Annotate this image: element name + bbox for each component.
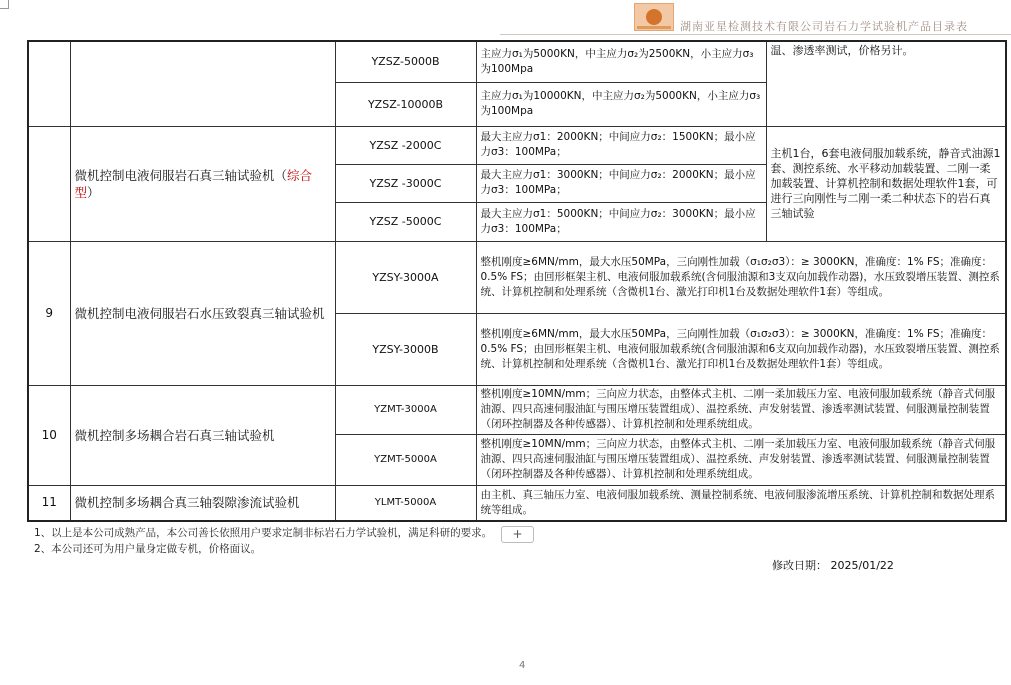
model-cell: YZSZ-10000B [335, 82, 476, 126]
params-cell: 整机刚度≥6MN/mm，最大水压50MPa，三向刚性加载（σ₁σ₂σ3）：≥ 3000KN，准确度：1% FS；准确度：0.5% FS；由回形框架主机、电液伺服加载系统(含伺服油源和6支双向加载作动器)，水压致裂增压装置、测控系统、计算机控制和处理系统（含微机1台、激光打印机1台及数据处理软件1套）等组成。 [476, 313, 1006, 385]
model-cell: YZSY-3000A [335, 241, 476, 313]
note-cell: 主机1台，6套电液伺服加载系统，静音式油源1套、测控系统、水平移动加载装置、二刚一柔加载装置、计算机控制和数据处理软件1套，可进行三向刚性与二刚一柔二种状态下的岩石真三轴试验 [766, 126, 1006, 241]
product-name-cell: 微机控制多场耦合岩石真三轴试验机 [70, 385, 335, 485]
model-cell: YZSZ-5000B [335, 41, 476, 82]
model-cell: YZSY-3000B [335, 313, 476, 385]
company-logo [634, 3, 674, 31]
params-cell: 最大主应力σ1：2000KN；中间应力σ₂：1500KN；最小应力σ3：100MPa； [476, 126, 766, 164]
params-cell: 整机刚度≥6MN/mm，最大水压50MPa，三向刚性加载（σ₁σ₂σ3）：≥ 3000KN，准确度：1% FS；准确度：0.5% FS；由回形框架主机、电液伺服加载系统(含伺服油源和3支双向加载作动器)，水压致裂增压装置、测控系统、计算机控制和处理系统（含微机1台、激光打印机1台及数据处理软件1套）等组成。 [476, 241, 1006, 313]
item-number-cell: 9 [28, 241, 70, 385]
item-number-cell: 10 [28, 385, 70, 485]
item-number-cell: 11 [28, 485, 70, 521]
model-cell: YLMT-5000A [335, 485, 476, 521]
table-row [28, 41, 1006, 82]
product-name-cell: 微机控制多场耦合真三轴裂隙渗流试验机 [70, 485, 335, 521]
product-name-cell [70, 41, 335, 126]
model-cell: YZSZ -2000C [335, 126, 476, 164]
footnote-1: 1、以上是本公司成熟产品，本公司善长依照用户要求定制非标岩石力学试验机，满足科研的要求。 [34, 527, 493, 539]
params-cell: 整机刚度≥10MN/mm；三向应力状态，由整体式主机、二刚一柔加载压力室、电液伺服加载系统（静音式伺服油源、四只高速伺服油缸与围压增压装置组成）、温控系统、声发射装置、渗透率测试装置、伺服测量控制装置（闭环控制器及各种传感器）、计算机控制和处理系统组成。 [476, 434, 1006, 485]
model-cell: YZSZ -3000C [335, 164, 476, 202]
table-row [28, 241, 1006, 313]
model-cell: YZMT-3000A [335, 385, 476, 434]
modify-date: 修改日期： 2025/01/22 [772, 559, 894, 572]
model-cell: YZMT-5000A [335, 434, 476, 485]
table-row [28, 485, 1006, 521]
table-row [28, 126, 1006, 164]
params-cell: 整机刚度≥10MN/mm；三向应力状态，由整体式主机、二刚一柔加载压力室、电液伺服加载系统（静音式伺服油源、四只高速伺服油缸与围压增压装置组成）、温控系统、声发射装置、渗透率测试装置、伺服测量控制装置（闭环控制器及各种传感器）、计算机控制和处理系统组成。 [476, 385, 1006, 434]
note-cell: 温、渗透率测试，价格另计。 [766, 41, 1006, 126]
params-cell: 由主机、真三轴压力室、电液伺服加载系统、测量控制系统、电液伺服渗流增压系统、计算机控制和数据处理系统等组成。 [476, 485, 1006, 521]
product-catalog-table [27, 40, 1007, 522]
item-number-cell [28, 126, 70, 241]
header-divider [500, 34, 1011, 35]
params-cell: 主应力σ₁为10000KN，中主应力σ₂为5000KN，小主应力σ₃为100Mpa [476, 82, 766, 126]
header-company-title: 湖南亚星检测技术有限公司岩石力学试验机产品目录表 [680, 20, 968, 33]
item-number-cell [28, 41, 70, 126]
footnote-2: 2、本公司还可为用户量身定做专机，价格面议。 [34, 543, 262, 555]
logo-emblem-icon [646, 9, 662, 25]
add-row-button[interactable]: + [501, 526, 534, 543]
highlight-type-label: 综合型 [74, 167, 313, 200]
model-cell: YZSZ -5000C [335, 202, 476, 241]
params-cell: 最大主应力σ1：3000KN；中间应力σ₂：2000KN；最小应力σ3：100MPa； [476, 164, 766, 202]
product-name-cell: 微机控制电液伺服岩石水压致裂真三轴试验机 [70, 241, 335, 385]
table-row [28, 385, 1006, 434]
page-number: 4 [519, 660, 526, 671]
product-name-cell: 微机控制电液伺服岩石真三轴试验机（综合型） [70, 126, 335, 241]
params-cell: 最大主应力σ1：5000KN；中间应力σ₂：3000KN；最小应力σ3：100MPa； [476, 202, 766, 241]
page-corner-mark [0, 0, 9, 9]
params-cell: 主应力σ₁为5000KN，中主应力σ₂为2500KN，小主应力σ₃为100Mpa [476, 41, 766, 82]
